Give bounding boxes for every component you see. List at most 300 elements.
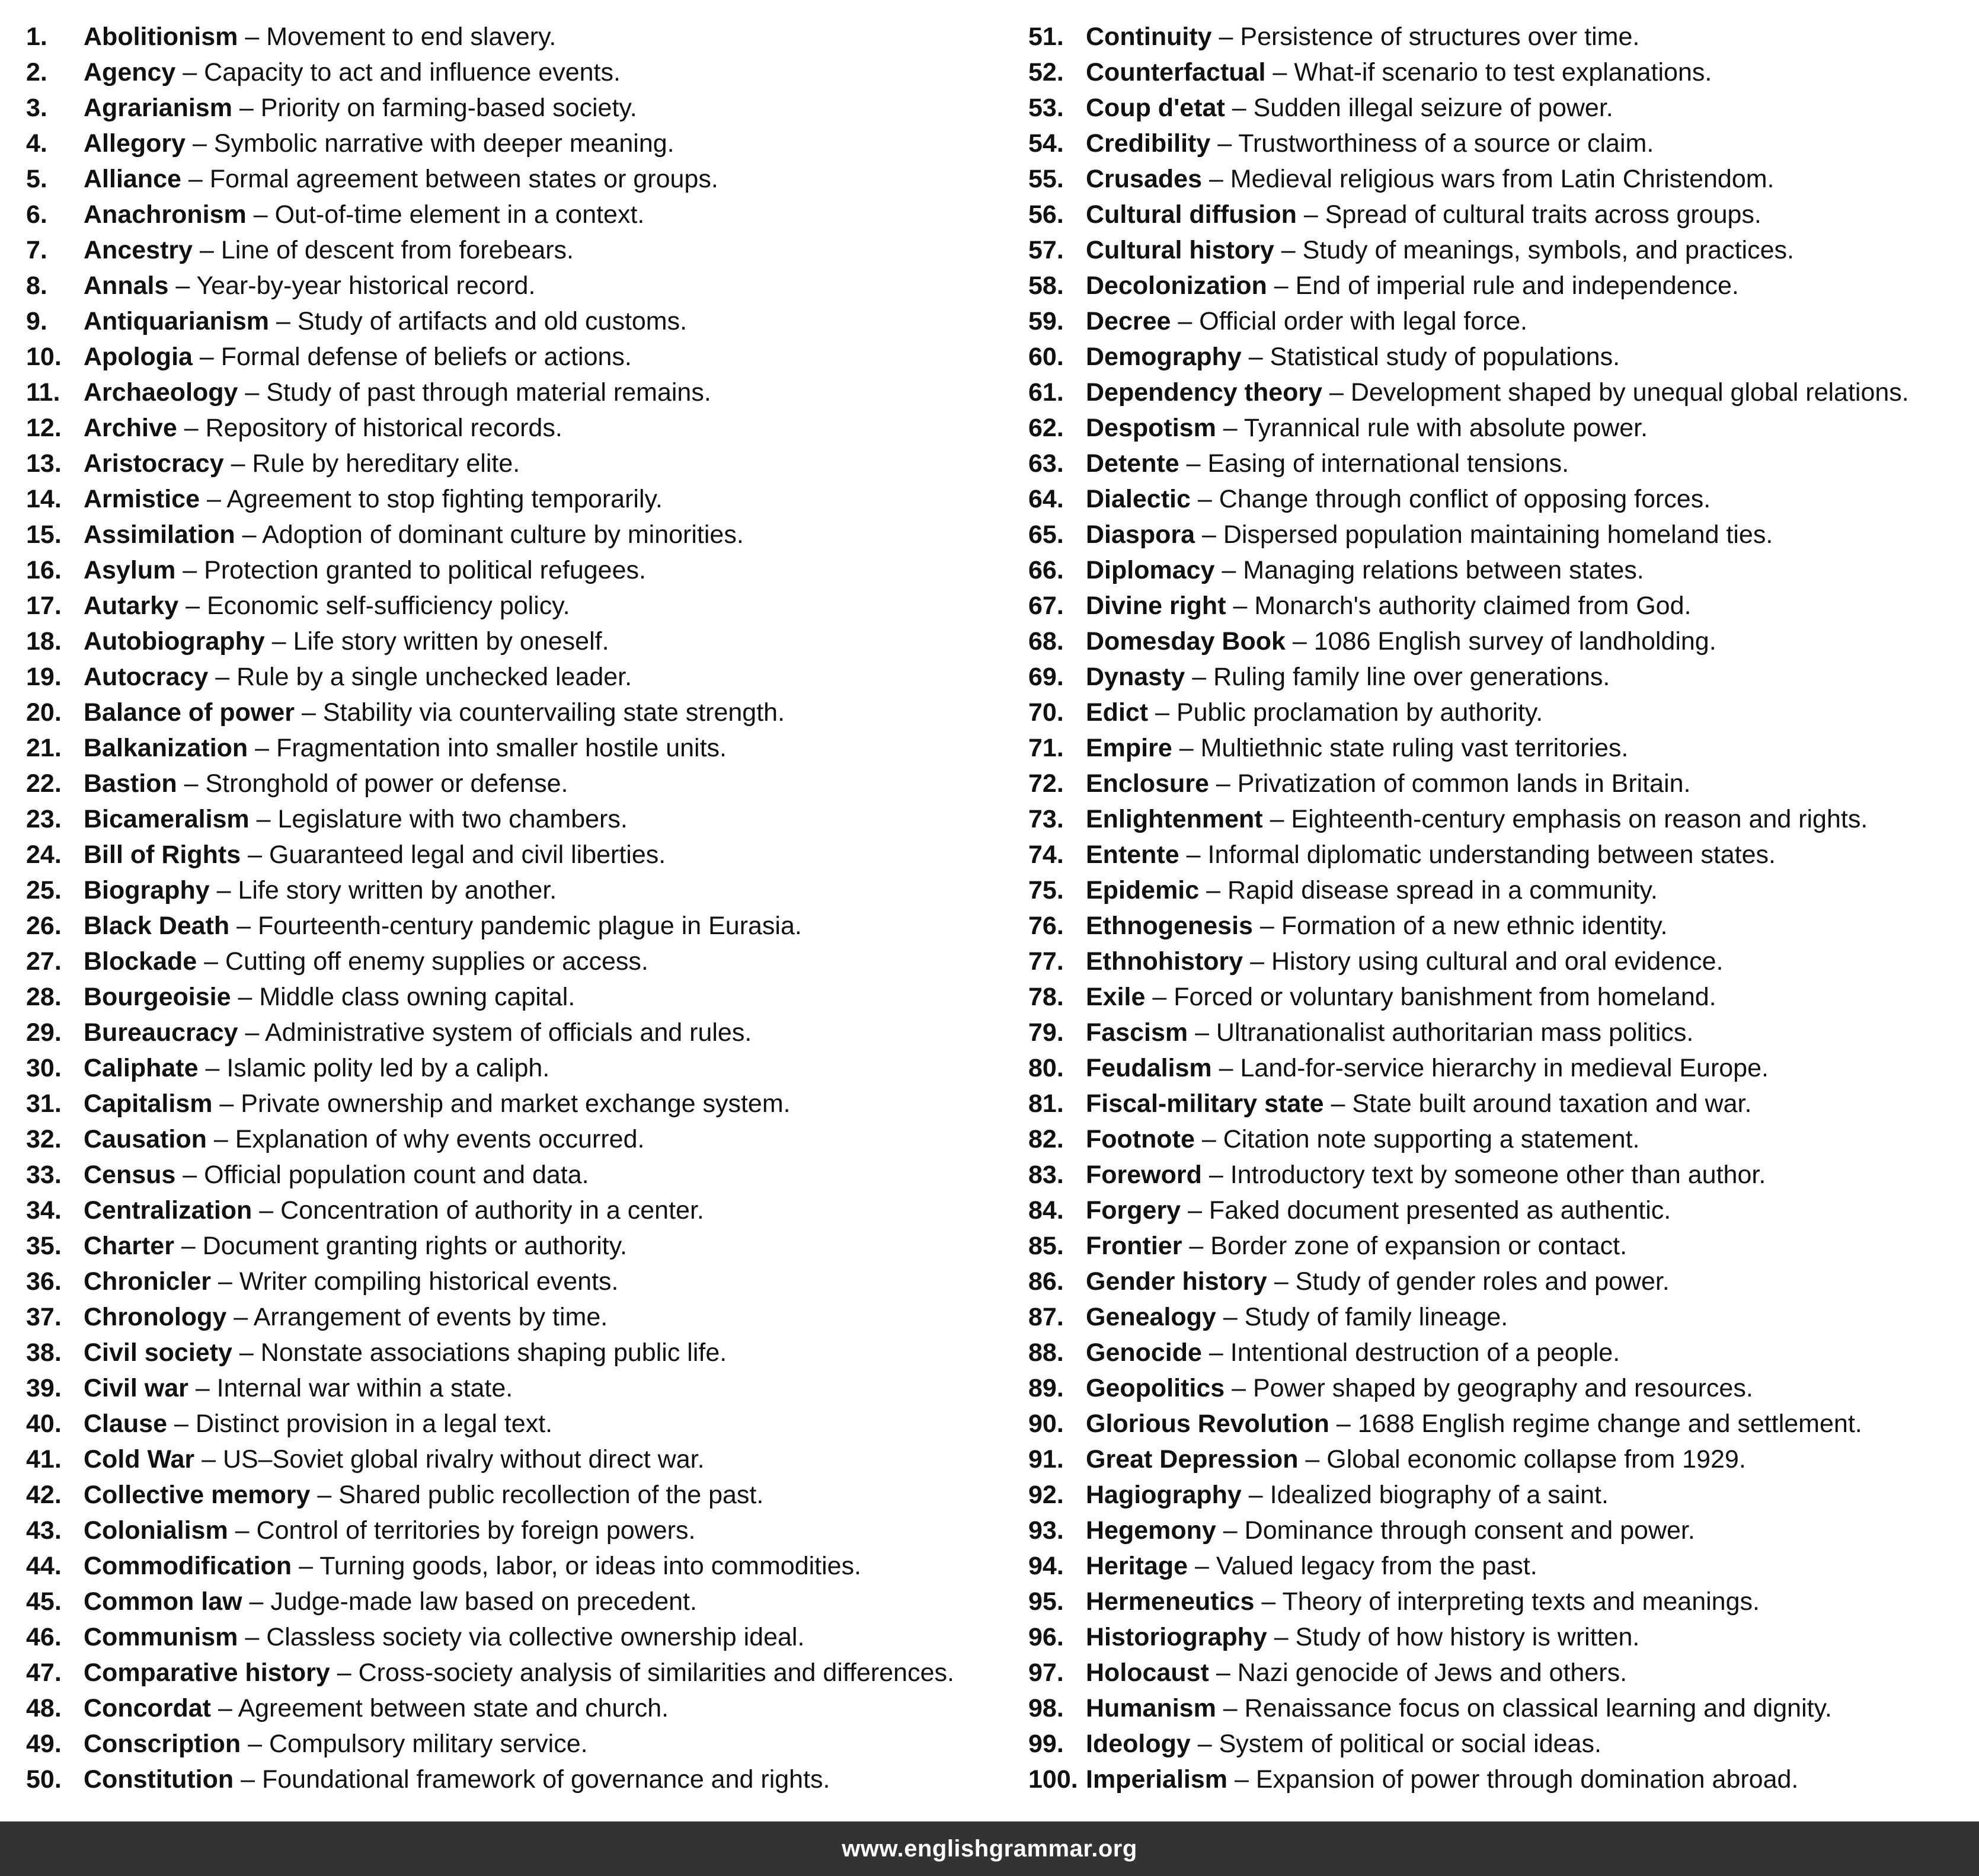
entry-definition: – Arrangement of events by time. bbox=[234, 1303, 608, 1331]
entry-text bbox=[1086, 730, 1628, 766]
entry-text bbox=[1086, 1690, 1832, 1726]
glossary-entry bbox=[1028, 1086, 1977, 1121]
entry-term: Demography bbox=[1086, 343, 1242, 371]
glossary-entry bbox=[26, 624, 1010, 659]
entry-definition: – Fourteenth-century pandemic plague in Eurasia. bbox=[236, 912, 802, 940]
entry-term: Civil war bbox=[84, 1374, 188, 1402]
entry-term: Comparative history bbox=[84, 1658, 330, 1687]
entry-text bbox=[84, 268, 535, 303]
entry-text bbox=[1086, 303, 1527, 339]
entry-term: Cultural diffusion bbox=[1086, 200, 1297, 229]
entry-definition: – Ultranationalist authoritarian mass politics. bbox=[1195, 1018, 1694, 1047]
glossary-entry bbox=[26, 1762, 1010, 1797]
entry-number: 35. bbox=[26, 1232, 62, 1260]
glossary-entry bbox=[26, 232, 1010, 268]
entry-term: Diaspora bbox=[1086, 520, 1195, 549]
entry-number: 8. bbox=[26, 271, 47, 300]
glossary-entry bbox=[1028, 730, 1977, 766]
entry-number: 76. bbox=[1028, 912, 1064, 940]
entry-term: Blockade bbox=[84, 947, 197, 976]
entry-text bbox=[1086, 837, 1776, 873]
glossary-entry bbox=[1028, 766, 1977, 801]
glossary-entry bbox=[26, 410, 1010, 446]
entry-term: Fiscal-military state bbox=[1086, 1089, 1324, 1118]
entry-text bbox=[84, 801, 628, 837]
entry-definition: – Nonstate associations shaping public life. bbox=[239, 1338, 727, 1367]
entry-term: Ancestry bbox=[84, 236, 193, 264]
glossary-entry bbox=[26, 1513, 1010, 1548]
entry-definition: – History using cultural and oral evidence. bbox=[1250, 947, 1724, 976]
entry-text bbox=[1086, 801, 1868, 837]
entry-text bbox=[1086, 695, 1543, 730]
entry-number: 15. bbox=[26, 520, 62, 549]
entry-text bbox=[1086, 1655, 1627, 1690]
entry-text bbox=[1086, 375, 1909, 410]
glossary-entry bbox=[26, 55, 1010, 90]
entry-definition: – Study of gender roles and power. bbox=[1274, 1267, 1670, 1296]
entry-number: 64. bbox=[1028, 485, 1064, 513]
entry-text bbox=[84, 481, 663, 517]
glossary-entry bbox=[1028, 1121, 1977, 1157]
entry-definition: – Introductory text by someone other than author. bbox=[1208, 1161, 1766, 1189]
glossary-column-left bbox=[26, 19, 1010, 1797]
entry-text bbox=[1086, 410, 1648, 446]
entry-number: 38. bbox=[26, 1338, 62, 1367]
entry-text bbox=[1086, 1406, 1862, 1442]
entry-text bbox=[1086, 1050, 1769, 1086]
entry-text bbox=[1086, 339, 1620, 375]
entry-number: 52. bbox=[1028, 58, 1064, 87]
glossary-entry bbox=[26, 303, 1010, 339]
entry-term: Bastion bbox=[84, 769, 177, 798]
glossary-entry bbox=[26, 588, 1010, 624]
entry-text bbox=[1086, 1157, 1766, 1193]
entry-definition: – Intentional destruction of a people. bbox=[1208, 1338, 1620, 1367]
entry-term: Archaeology bbox=[84, 378, 238, 407]
entry-number: 25. bbox=[26, 876, 62, 905]
entry-term: Anachronism bbox=[84, 200, 247, 229]
entry-number: 30. bbox=[26, 1054, 62, 1082]
entry-number: 45. bbox=[26, 1587, 62, 1616]
entry-term: Dependency theory bbox=[1086, 378, 1323, 407]
glossary-entry bbox=[1028, 197, 1977, 232]
entry-definition: – Official population count and data. bbox=[183, 1161, 589, 1189]
entry-number: 79. bbox=[1028, 1018, 1064, 1047]
glossary-entry bbox=[1028, 1228, 1977, 1264]
entry-number: 94. bbox=[1028, 1552, 1064, 1580]
entry-definition: – End of imperial rule and independence. bbox=[1274, 271, 1739, 300]
entry-definition: – Dominance through consent and power. bbox=[1223, 1516, 1695, 1545]
entry-definition: – Study of meanings, symbols, and practices. bbox=[1281, 236, 1794, 264]
entry-definition: – Study of past through material remains. bbox=[245, 378, 711, 407]
entry-term: Communism bbox=[84, 1623, 238, 1651]
entry-text bbox=[1086, 1762, 1798, 1797]
entry-text bbox=[1086, 481, 1711, 517]
entry-text bbox=[84, 1513, 695, 1548]
glossary-entry bbox=[1028, 1548, 1977, 1584]
entry-definition: – Protection granted to political refugees. bbox=[183, 556, 646, 584]
entry-number: 29. bbox=[26, 1018, 62, 1047]
entry-number: 75. bbox=[1028, 876, 1064, 905]
entry-number: 68. bbox=[1028, 627, 1064, 656]
glossary-entry bbox=[1028, 1619, 1977, 1655]
glossary-entry bbox=[1028, 552, 1977, 588]
entry-number: 4. bbox=[26, 129, 47, 158]
entry-number: 17. bbox=[26, 592, 62, 620]
entry-text bbox=[1086, 232, 1794, 268]
entry-term: Asylum bbox=[84, 556, 176, 584]
entry-number: 54. bbox=[1028, 129, 1064, 158]
glossary-entry bbox=[26, 1264, 1010, 1299]
entry-text bbox=[84, 1655, 954, 1690]
entry-number: 96. bbox=[1028, 1623, 1064, 1651]
entry-text bbox=[1086, 659, 1610, 695]
glossary-entry bbox=[1028, 801, 1977, 837]
glossary-entry bbox=[26, 1548, 1010, 1584]
entry-term: Geopolitics bbox=[1086, 1374, 1225, 1402]
entry-term: Census bbox=[84, 1161, 176, 1189]
entry-number: 85. bbox=[1028, 1232, 1064, 1260]
glossary-entry bbox=[26, 375, 1010, 410]
entry-term: Humanism bbox=[1086, 1694, 1216, 1722]
entry-term: Agency bbox=[84, 58, 176, 87]
entry-definition: – Adoption of dominant culture by minorities. bbox=[242, 520, 744, 549]
glossary-entry bbox=[26, 481, 1010, 517]
glossary-entry bbox=[26, 1690, 1010, 1726]
entry-term: Black Death bbox=[84, 912, 230, 940]
entry-number: 93. bbox=[1028, 1516, 1064, 1545]
glossary-entry bbox=[1028, 1406, 1977, 1442]
entry-text bbox=[84, 1193, 704, 1228]
glossary-entry bbox=[26, 659, 1010, 695]
entry-text bbox=[1086, 55, 1712, 90]
entry-text bbox=[1086, 766, 1691, 801]
entry-number: 26. bbox=[26, 912, 62, 940]
footer-bar bbox=[0, 1821, 1979, 1876]
entry-term: Bourgeoisie bbox=[84, 983, 231, 1011]
entry-definition: – Priority on farming-based society. bbox=[239, 94, 637, 122]
entry-text bbox=[84, 1762, 830, 1797]
glossary-entry bbox=[1028, 1015, 1977, 1050]
glossary-entry bbox=[1028, 375, 1977, 410]
entry-number: 28. bbox=[26, 983, 62, 1011]
entry-text bbox=[84, 1548, 861, 1584]
entry-number: 34. bbox=[26, 1196, 62, 1225]
glossary-entry bbox=[26, 161, 1010, 197]
entry-definition: – Administrative system of officials and rules. bbox=[245, 1018, 752, 1047]
entry-term: Autobiography bbox=[84, 627, 265, 656]
entry-definition: – Writer compiling historical events. bbox=[218, 1267, 619, 1296]
entry-number: 19. bbox=[26, 663, 62, 691]
entry-definition: – Islamic polity led by a caliph. bbox=[205, 1054, 550, 1082]
entry-text bbox=[84, 1442, 705, 1477]
glossary-entry bbox=[26, 90, 1010, 126]
glossary-entry bbox=[1028, 873, 1977, 908]
entry-term: Forgery bbox=[1086, 1196, 1181, 1225]
entry-number: 36. bbox=[26, 1267, 62, 1296]
entry-text bbox=[1086, 1370, 1753, 1406]
entry-term: Empire bbox=[1086, 734, 1172, 762]
glossary-entry bbox=[26, 837, 1010, 873]
entry-term: Counterfactual bbox=[1086, 58, 1266, 87]
glossary-entry bbox=[26, 1726, 1010, 1762]
entry-definition: – Valued legacy from the past. bbox=[1195, 1552, 1537, 1580]
glossary-entry bbox=[1028, 1762, 1977, 1797]
entry-text bbox=[1086, 873, 1658, 908]
entry-text bbox=[1086, 588, 1691, 624]
entry-number: 69. bbox=[1028, 663, 1064, 691]
entry-number: 55. bbox=[1028, 165, 1064, 193]
entry-number: 22. bbox=[26, 769, 62, 798]
entry-definition: – Out-of-time element in a context. bbox=[253, 200, 645, 229]
entry-term: Agrarianism bbox=[84, 94, 232, 122]
entry-number: 62. bbox=[1028, 414, 1064, 442]
entry-definition: – Fragmentation into smaller hostile units. bbox=[255, 734, 727, 762]
entry-number: 7. bbox=[26, 236, 47, 264]
glossary-entry bbox=[1028, 979, 1977, 1015]
entry-term: Biography bbox=[84, 876, 210, 905]
glossary-entry bbox=[26, 730, 1010, 766]
entry-number: 2. bbox=[26, 58, 47, 87]
entry-text bbox=[1086, 1477, 1609, 1513]
glossary-entry bbox=[1028, 1193, 1977, 1228]
entry-number: 56. bbox=[1028, 200, 1064, 229]
entry-number: 10. bbox=[26, 343, 62, 371]
entry-term: Conscription bbox=[84, 1730, 241, 1758]
entry-number: 50. bbox=[26, 1765, 62, 1794]
entry-number: 61. bbox=[1028, 378, 1064, 407]
glossary-entry bbox=[26, 197, 1010, 232]
entry-text bbox=[1086, 1121, 1639, 1157]
entry-text bbox=[84, 837, 666, 873]
entry-definition: – Stronghold of power or defense. bbox=[184, 769, 568, 798]
entry-number: 87. bbox=[1028, 1303, 1064, 1331]
entry-definition: – Stability via countervailing state strength. bbox=[301, 698, 785, 727]
entry-number: 51. bbox=[1028, 23, 1064, 51]
glossary-entry bbox=[26, 446, 1010, 481]
glossary-entry bbox=[1028, 232, 1977, 268]
entry-definition: – State built around taxation and war. bbox=[1331, 1089, 1752, 1118]
entry-number: 20. bbox=[26, 698, 62, 727]
glossary-entry bbox=[26, 1121, 1010, 1157]
glossary-entry bbox=[1028, 55, 1977, 90]
entry-number: 37. bbox=[26, 1303, 62, 1331]
entry-text bbox=[1086, 126, 1654, 161]
entry-term: Collective memory bbox=[84, 1481, 311, 1509]
entry-definition: – Managing relations between states. bbox=[1222, 556, 1644, 584]
entry-number: 63. bbox=[1028, 449, 1064, 478]
glossary-entry bbox=[26, 126, 1010, 161]
glossary-entry bbox=[26, 1655, 1010, 1690]
entry-term: Dialectic bbox=[1086, 485, 1191, 513]
entry-definition: – Privatization of common lands in Britain. bbox=[1216, 769, 1691, 798]
glossary-entry bbox=[26, 517, 1010, 552]
glossary-entry bbox=[1028, 837, 1977, 873]
entry-text bbox=[1086, 1299, 1508, 1335]
footer-website-text: www.englishgrammar.org bbox=[842, 1835, 1137, 1862]
entry-term: Constitution bbox=[84, 1765, 234, 1794]
glossary-entry bbox=[26, 1193, 1010, 1228]
entry-text bbox=[84, 979, 575, 1015]
glossary-entry bbox=[26, 1299, 1010, 1335]
entry-term: Divine right bbox=[1086, 592, 1226, 620]
entry-number: 91. bbox=[1028, 1445, 1064, 1474]
glossary-entry bbox=[1028, 1157, 1977, 1193]
entry-definition: – Line of descent from forebears. bbox=[199, 236, 574, 264]
entry-number: 18. bbox=[26, 627, 62, 656]
entry-definition: – Agreement between state and church. bbox=[218, 1694, 669, 1722]
entry-term: Apologia bbox=[84, 343, 193, 371]
entry-text bbox=[84, 1370, 513, 1406]
entry-term: Great Depression bbox=[1086, 1445, 1299, 1474]
entry-text bbox=[1086, 944, 1723, 979]
glossary-entry bbox=[1028, 19, 1977, 55]
entry-term: Exile bbox=[1086, 983, 1146, 1011]
entry-definition: – Official order with legal force. bbox=[1178, 307, 1527, 335]
entry-term: Decree bbox=[1086, 307, 1171, 335]
entry-term: Footnote bbox=[1086, 1125, 1195, 1153]
glossary-entry bbox=[1028, 659, 1977, 695]
entry-text bbox=[84, 197, 644, 232]
entry-definition: – Life story written by another. bbox=[216, 876, 557, 905]
entry-term: Centralization bbox=[84, 1196, 252, 1225]
glossary-entry bbox=[1028, 944, 1977, 979]
entry-number: 66. bbox=[1028, 556, 1064, 584]
entry-text bbox=[1086, 1193, 1671, 1228]
glossary-entry bbox=[1028, 1513, 1977, 1548]
glossary-entry bbox=[26, 1477, 1010, 1513]
entry-definition: – Cross-society analysis of similarities and differences. bbox=[337, 1658, 954, 1687]
entry-term: Balance of power bbox=[84, 698, 295, 727]
entry-text bbox=[1086, 624, 1716, 659]
entry-definition: – Ruling family line over generations. bbox=[1192, 663, 1610, 691]
entry-definition: – Informal diplomatic understanding between states. bbox=[1186, 840, 1776, 869]
glossary-entry bbox=[1028, 1584, 1977, 1619]
entry-number: 80. bbox=[1028, 1054, 1064, 1082]
entry-term: Autocracy bbox=[84, 663, 209, 691]
entry-definition: – 1086 English survey of landholding. bbox=[1292, 627, 1716, 656]
entry-definition: – Private ownership and market exchange system. bbox=[219, 1089, 791, 1118]
entry-term: Aristocracy bbox=[84, 449, 224, 478]
entry-text bbox=[84, 1619, 804, 1655]
entry-term: Archive bbox=[84, 414, 177, 442]
entry-definition: – Dispersed population maintaining homeland ties. bbox=[1201, 520, 1773, 549]
entry-number: 67. bbox=[1028, 592, 1064, 620]
entry-text bbox=[1086, 1584, 1760, 1619]
entry-definition: – Middle class owning capital. bbox=[238, 983, 576, 1011]
glossary-entry bbox=[26, 801, 1010, 837]
entry-text bbox=[84, 944, 648, 979]
entry-definition: – Sudden illegal seizure of power. bbox=[1232, 94, 1613, 122]
entry-number: 71. bbox=[1028, 734, 1064, 762]
entry-term: Bicameralism bbox=[84, 805, 250, 833]
entry-definition: – Guaranteed legal and civil liberties. bbox=[248, 840, 666, 869]
entry-definition: – Year-by-year historical record. bbox=[175, 271, 536, 300]
entry-number: 97. bbox=[1028, 1658, 1064, 1687]
entry-number: 58. bbox=[1028, 271, 1064, 300]
entry-term: Hermeneutics bbox=[1086, 1587, 1255, 1616]
entry-term: Hagiography bbox=[1086, 1481, 1242, 1509]
entry-definition: – Public proclamation by authority. bbox=[1155, 698, 1543, 727]
entry-definition: – Repository of historical records. bbox=[184, 414, 562, 442]
entry-number: 12. bbox=[26, 414, 62, 442]
entry-number: 13. bbox=[26, 449, 62, 478]
entry-number: 77. bbox=[1028, 947, 1064, 976]
entry-number: 86. bbox=[1028, 1267, 1064, 1296]
entry-definition: – Movement to end slavery. bbox=[245, 23, 557, 51]
entry-term: Assimilation bbox=[84, 520, 235, 549]
glossary-entry bbox=[1028, 1335, 1977, 1370]
entry-term: Common law bbox=[84, 1587, 242, 1616]
entry-number: 43. bbox=[26, 1516, 62, 1545]
entry-term: Commodification bbox=[84, 1552, 292, 1580]
entry-term: Clause bbox=[84, 1410, 168, 1438]
entry-text bbox=[84, 588, 570, 624]
entry-term: Imperialism bbox=[1086, 1765, 1227, 1794]
entry-text bbox=[1086, 1442, 1746, 1477]
entry-number: 1. bbox=[26, 23, 47, 51]
entry-number: 65. bbox=[1028, 520, 1064, 549]
entry-definition: – Rapid disease spread in a community. bbox=[1206, 876, 1658, 905]
entry-definition: – Land-for-service hierarchy in medieval Europe. bbox=[1219, 1054, 1769, 1082]
entry-definition: – Study of artifacts and old customs. bbox=[276, 307, 688, 335]
glossary-entry bbox=[1028, 588, 1977, 624]
entry-term: Gender history bbox=[1086, 1267, 1267, 1296]
entry-definition: – Legislature with two chambers. bbox=[256, 805, 628, 833]
entry-term: Edict bbox=[1086, 698, 1149, 727]
entry-text bbox=[1086, 1548, 1537, 1584]
entry-definition: – Formation of a new ethnic identity. bbox=[1259, 912, 1668, 940]
entry-text bbox=[1086, 1015, 1693, 1050]
entry-term: Heritage bbox=[1086, 1552, 1188, 1580]
entry-definition: – Capacity to act and influence events. bbox=[183, 58, 621, 87]
entry-term: Allegory bbox=[84, 129, 186, 158]
entry-definition: – 1688 English regime change and settlement. bbox=[1336, 1410, 1862, 1438]
entry-number: 42. bbox=[26, 1481, 62, 1509]
entry-term: Capitalism bbox=[84, 1089, 213, 1118]
glossary-entry bbox=[26, 1050, 1010, 1086]
entry-definition: – Study of how history is written. bbox=[1274, 1623, 1640, 1651]
entry-text bbox=[1086, 90, 1613, 126]
entry-number: 47. bbox=[26, 1658, 62, 1687]
glossary-entry bbox=[26, 552, 1010, 588]
glossary-entry bbox=[1028, 339, 1977, 375]
glossary-entry bbox=[26, 979, 1010, 1015]
entry-term: Detente bbox=[1086, 449, 1179, 478]
glossary-entry bbox=[1028, 624, 1977, 659]
entry-number: 100. bbox=[1028, 1765, 1078, 1794]
entry-number: 23. bbox=[26, 805, 62, 833]
entry-text bbox=[84, 1299, 608, 1335]
entry-text bbox=[1086, 1726, 1601, 1762]
entry-text bbox=[84, 303, 687, 339]
entry-text bbox=[84, 1157, 589, 1193]
entry-number: 60. bbox=[1028, 343, 1064, 371]
entry-term: Holocaust bbox=[1086, 1658, 1209, 1687]
entry-definition: – Faked document presented as authentic. bbox=[1188, 1196, 1671, 1225]
entry-text bbox=[1086, 979, 1716, 1015]
entry-text bbox=[84, 908, 802, 944]
entry-text bbox=[1086, 517, 1773, 552]
entry-term: Foreword bbox=[1086, 1161, 1202, 1189]
glossary-entry bbox=[1028, 1477, 1977, 1513]
entry-text bbox=[84, 446, 520, 481]
entry-text bbox=[84, 1726, 588, 1762]
entry-definition: – Multiethnic state ruling vast territories. bbox=[1179, 734, 1629, 762]
entry-definition: – Global economic collapse from 1929. bbox=[1305, 1445, 1746, 1474]
entry-number: 11. bbox=[26, 378, 60, 407]
entry-term: Colonialism bbox=[84, 1516, 228, 1545]
